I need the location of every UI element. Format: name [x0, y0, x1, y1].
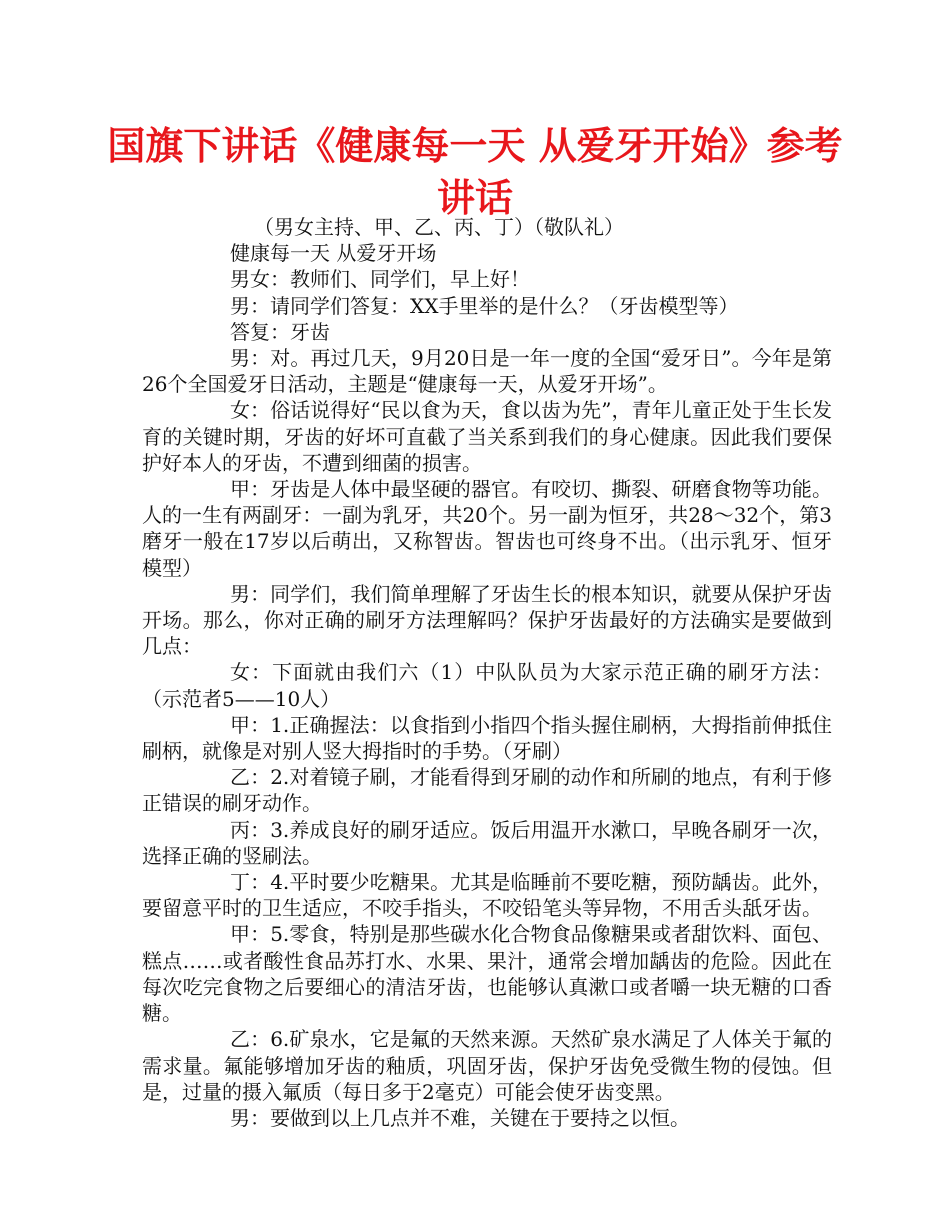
- paragraph: 丙：3.养成良好的刷牙适应。饭后用温开水漱口，早晚各刷牙一次，选择正确的竖刷法。: [142, 817, 832, 868]
- paragraph: 男：请同学们答复：XX手里举的是什么？（牙齿模型等）: [230, 293, 739, 318]
- paragraph: 健康每一天 从爱牙开场: [230, 241, 437, 266]
- paragraph: 乙：2.对着镜子刷，才能看得到牙刷的动作和所刷的地点，有利于修正错误的刷牙动作。: [142, 765, 832, 816]
- paragraph: （男女主持、甲、乙、丙、丁）（敬队礼）: [254, 215, 624, 239]
- document-body: [142, 214, 832, 1131]
- paragraph: 男：同学们，我们简单理解了牙齿生长的根本知识，就要从保护牙齿开场。那么，你对正确的刷牙方法理解吗？保护牙齿最好的方法确实是要做到几点：: [142, 581, 832, 659]
- paragraph: 男：对。再过几天，9月20日是一年一度的全国“爱牙日”。今年是第26个全国爱牙日活动，主题是“健康每一天，从爱牙开场”。: [142, 346, 832, 397]
- paragraph: 甲：牙齿是人体中最坚硬的器官。有咬切、撕裂、研磨食物等功能。人的一生有两副牙：一副为乳牙，共20个。另一副为恒牙，共28～32个，第3磨牙一般在17岁以后萌出，又称智齿。智齿也可终身不出。（出示乳牙、恒牙模型）: [142, 477, 832, 580]
- paragraph: 男女：教师们、同学们，早上好！: [230, 267, 530, 292]
- paragraph: 答复：牙齿: [230, 319, 330, 344]
- paragraph: 丁：4.平时要少吃糖果。尤其是临睡前不要吃糖，预防龋齿。此外，要留意平时的卫生适应，不咬手指头，不咬铅笔头等异物，不用舌头舐牙齿。: [142, 870, 832, 921]
- document-title: 国旗下讲话《健康每一天 从爱牙开始》参考讲话: [107, 124, 843, 220]
- paragraph: 甲：5.零食，特别是那些碳水化合物食品像糖果或者甜饮料、面包、糕点……或者酸性食品苏打水、水果、果汁，通常会增加龋齿的危险。因此在每次吃完食物之后要细心的清洁牙齿，也能够认真漱口或者嚼一块无糖的口香糖。: [142, 922, 832, 1026]
- paragraph: 男：要做到以上几点并不难，关键在于要持之以恒。: [230, 1105, 690, 1130]
- paragraph: 女：下面就由我们六（1）中队队员为大家示范正确的刷牙方法：（示范者5——10人）: [142, 660, 832, 711]
- paragraph: 乙：6.矿泉水，它是氟的天然来源。天然矿泉水满足了人体关于氟的需求量。氟能够增加牙齿的釉质，巩固牙齿，保护牙齿免受微生物的侵蚀。但是，过量的摄入氟质（每日多于2毫克）可能会使牙齿变黑。: [142, 1027, 832, 1104]
- paragraph: 甲：1.正确握法：以食指到小指四个指头握住刷柄，大拇指前伸抵住刷柄，就像是对别人竖大拇指时的手势。（牙刷）: [142, 712, 832, 764]
- paragraph: 女：俗话说得好“民以食为天，食以齿为先”，青年儿童正处于生长发育的关键时期，牙齿的好坏可直截了当关系到我们的身心健康。因此我们要保护好本人的牙齿，不遭到细菌的损害。: [142, 398, 832, 475]
